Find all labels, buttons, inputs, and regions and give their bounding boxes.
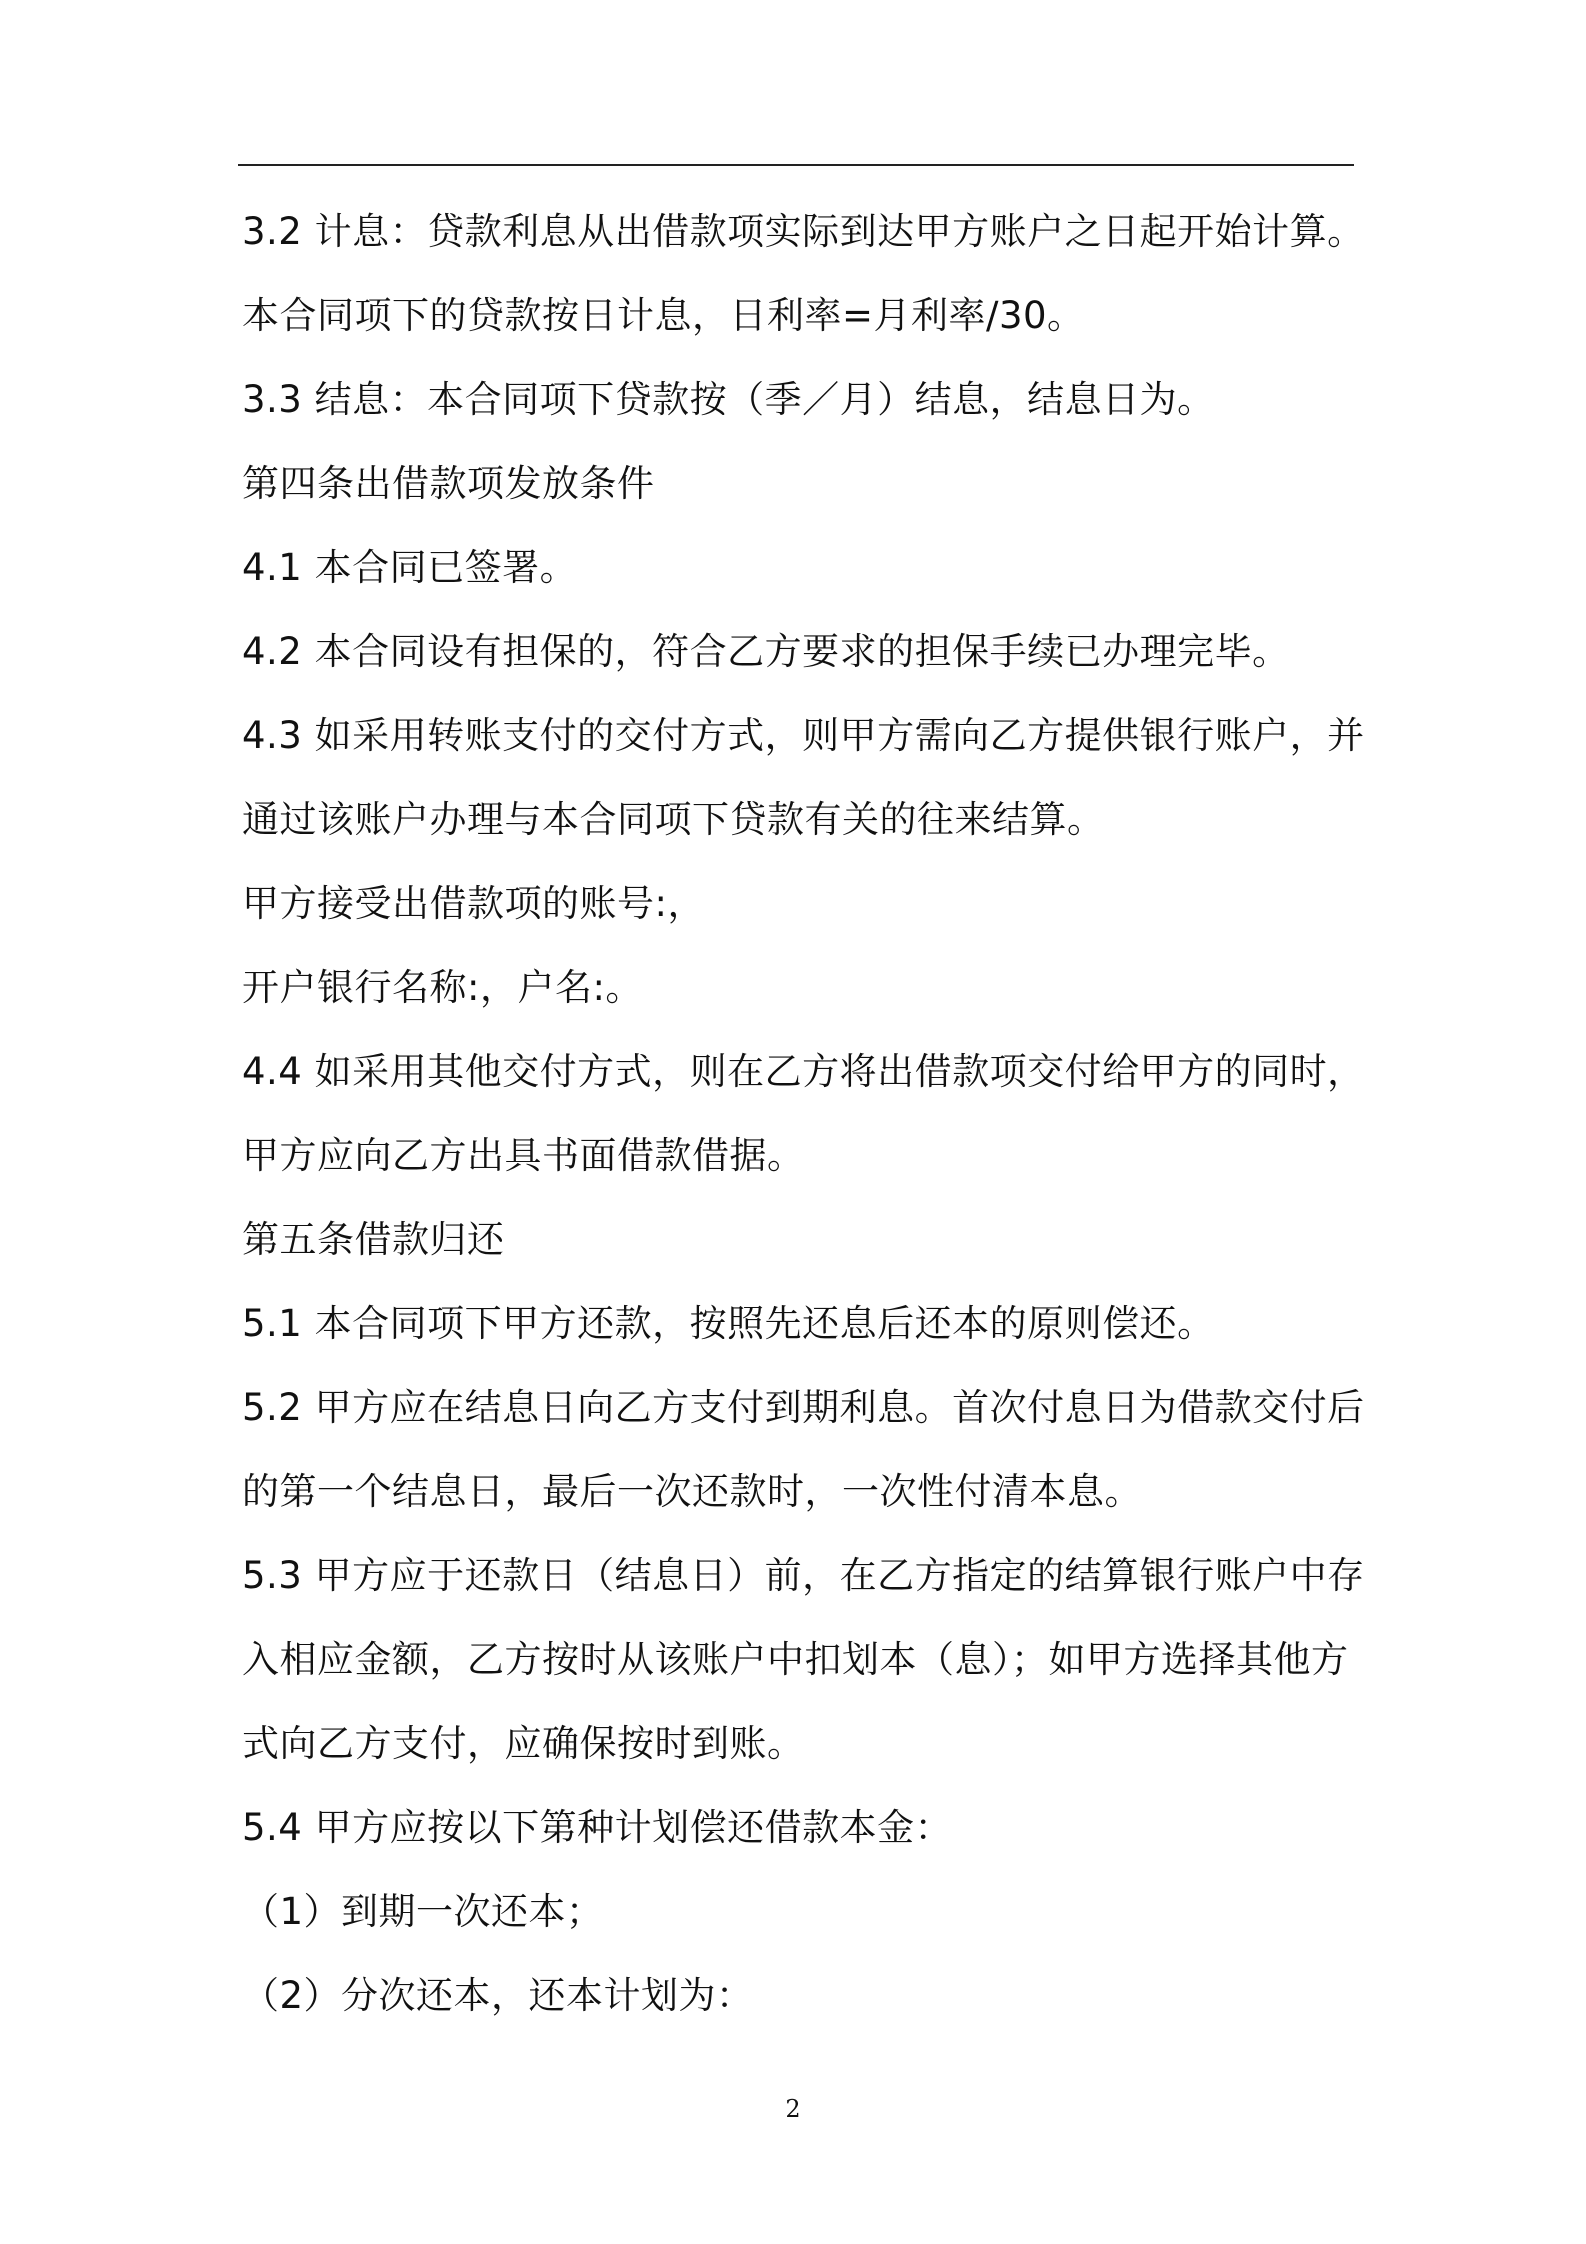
text-line: 开户银行名称:，户名:。 [242,966,643,1009]
text-line: 4.1 本合同已签署。 [242,546,578,589]
text-line: 甲方应向乙方出具书面借款借据。 [242,1134,805,1177]
text-line: 式向乙方支付，应确保按时到账。 [242,1722,805,1765]
page-number: 2 [785,2095,801,2123]
text-line: 4.3 如采用转账支付的交付方式，则甲方需向乙方提供银行账户，并 [242,714,1365,757]
list-item: （2）分次还本，还本计划为： [242,1974,754,2017]
text-line: 本合同项下的贷款按日计息，日利率=月利率/30。 [242,294,1085,337]
text-line: 5.2 甲方应在结息日向乙方支付到期利息。首次付息日为借款交付后 [242,1386,1365,1429]
text-line: 入相应金额，乙方按时从该账户中扣划本（息）；如甲方选择其他方 [242,1638,1349,1681]
text-line: 4.2 本合同设有担保的，符合乙方要求的担保手续已办理完毕。 [242,630,1290,673]
text-line: 5.4 甲方应按以下第种计划偿还借款本金： [242,1806,953,1849]
text-line: 的第一个结息日，最后一次还款时，一次性付清本息。 [242,1470,1142,1513]
text-line: 甲方接受出借款项的账号:， [242,882,705,925]
section-heading: 第五条借款归还 [242,1218,505,1261]
document-body [242,190,1365,2038]
text-line: 4.4 如采用其他交付方式，则在乙方将出借款项交付给甲方的同时， [242,1050,1365,1093]
text-line: 5.1 本合同项下甲方还款，按照先还息后还本的原则偿还。 [242,1302,1215,1345]
text-line: 3.2 计息：贷款利息从出借款项实际到达甲方账户之日起开始计算。 [242,210,1365,253]
text-line: 3.3 结息：本合同项下贷款按（季／月）结息，结息日为。 [242,378,1215,421]
text-line: 5.3 甲方应于还款日（结息日）前，在乙方指定的结算银行账户中存 [242,1554,1365,1597]
header-rule [238,164,1354,166]
section-heading: 第四条出借款项发放条件 [242,462,655,505]
list-item: （1）到期一次还本； [242,1890,604,1933]
text-line: 通过该账户办理与本合同项下贷款有关的往来结算。 [242,798,1105,841]
